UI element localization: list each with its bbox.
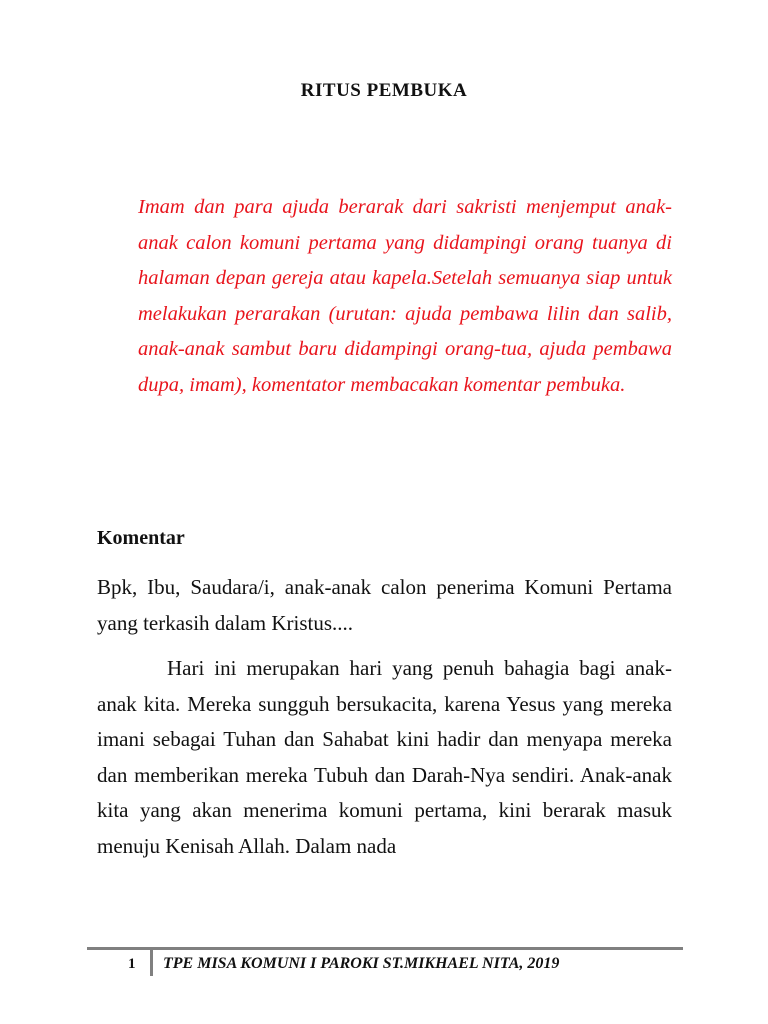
footer-rule — [87, 947, 683, 950]
page-number: 1 — [128, 956, 136, 972]
footer-text: TPE MISA KOMUNI I PAROKI ST.MIKHAEL NITA, 2019 — [163, 955, 560, 972]
section-heading: Komentar — [97, 527, 185, 549]
page-title: RITUS PEMBUKA — [300, 80, 468, 101]
body-paragraph: Bpk, Ibu, Saudara/i, anak-anak calon penerima Komuni Pertama yang terkasih dalam Kristus.... — [97, 575, 672, 635]
footer-separator — [150, 950, 153, 976]
liturgical-rubric: Imam dan para ajuda berarak dari sakristi menjemput anak-anak calon komuni pertama yang didampingi orang tuanya di halaman depan gereja atau kapela.Setelah semuanya siap untuk melakukan perarakan (urutan: ajuda pembawa lilin dan salib, anak-anak sambut baru didampingi orang-tua, ajuda pembawa dupa, imam), komentator membacakan komentar pembuka. — [138, 196, 672, 396]
body-paragraph: Hari ini merupakan hari yang penuh bahagia bagi anak-anak kita. Mereka sungguh bersukacita, karena Yesus yang mereka imani sebagai Tuhan dan Sahabat kini hadir dan menyapa mereka dan memberikan mereka Tubuh dan Darah-Nya sendiri. Anak-anak kita yang akan menerima komuni pertama, kini berarak masuk menuju Kenisah Allah. Dalam nada — [97, 656, 672, 858]
